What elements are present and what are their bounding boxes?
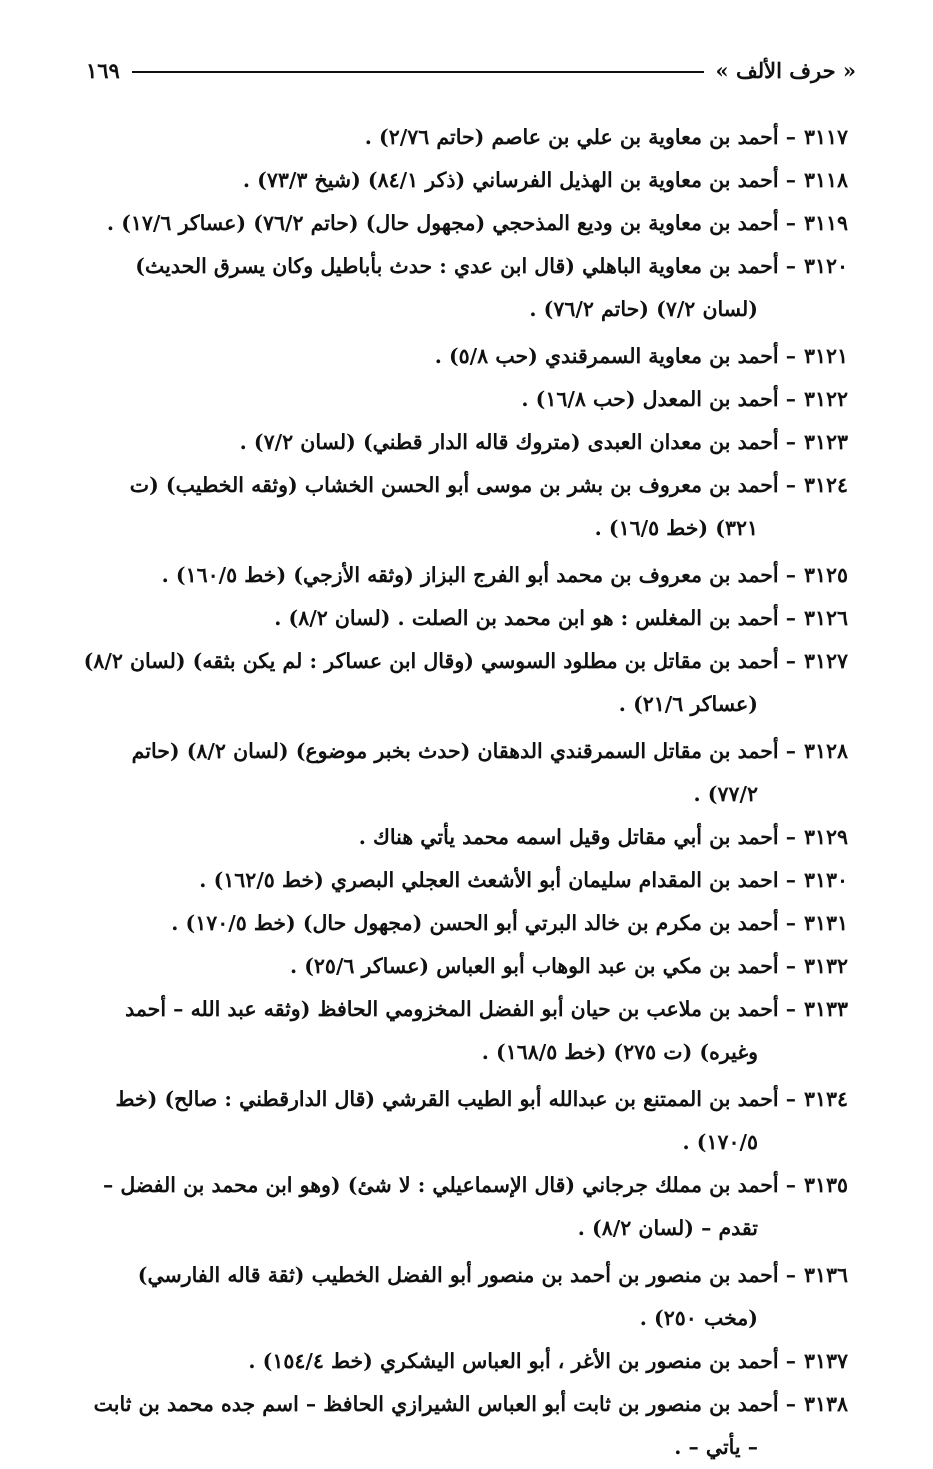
entry-number: ٣١٢٧ <box>803 649 848 673</box>
entry-text: أحمد بن الممتنع بن عبدالله أبو الطيب القرشي (قال الدارقطني : صالح) (خط ١٧٠/٥) . <box>115 1087 779 1154</box>
entry: ٣١٢١– أحمد بن معاوية السمرقندي (حب ٥/٨) . <box>434 344 848 368</box>
entry-text: أحمد بن معاوية الباهلي (قال ابن عدي : حدث بأباطيل وكان يسرق الحديث) (لسان ٧/٢) (حاتم ٧٦/٢) . <box>135 254 779 321</box>
entry-text: احمد بن المقدام سليمان أبو الأشعث العجلي البصري (خط ١٦٢/٥) . <box>199 868 779 892</box>
entry-text: أحمد بن المعدل (حب ١٦/٨) . <box>521 387 779 411</box>
entry: ٣١٢٨– أحمد بن مقاتل السمرقندي الدهقان (حدث بخبر موضوع) (لسان ٨/٢) (حاتم ٧٧/٢) . <box>131 739 848 806</box>
entry-number: ٣١٢١ <box>803 344 848 368</box>
entry: ٣١١٨– أحمد بن معاوية بن الهذيل الفرساني (ذكر ٨٤/١) (شيخ ٧٣/٣) . <box>242 168 848 192</box>
entry: ٣١٢٦– أحمد بن المغلس : هو ابن محمد بن الصلت . (لسان ٨/٢) . <box>274 606 848 630</box>
header-rule <box>132 71 704 73</box>
entry-number: ٣١٢٨ <box>803 739 848 763</box>
entry-number: ٣١١٩ <box>803 211 848 235</box>
running-header <box>86 50 856 90</box>
entry-list <box>82 116 848 1469</box>
entry: ٣١٣٠– احمد بن المقدام سليمان أبو الأشعث العجلي البصري (خط ١٦٢/٥) . <box>199 868 848 892</box>
entry-number: ٣١٢٣ <box>803 430 848 454</box>
entry: ٣١٢٠– أحمد بن معاوية الباهلي (قال ابن عدي : حدث بأباطيل وكان يسرق الحديث) (لسان ٧/٢) (حاتم ٧٦/٢) . <box>135 254 848 321</box>
entry-number: ٣١١٧ <box>803 125 848 149</box>
entry-number: ٣١٢٥ <box>803 563 848 587</box>
entry-text: أحمد بن منصور بن أحمد بن منصور أبو الفضل الخطيب (ثقة قاله الفارسي) (مخب ٢٥٠) . <box>137 1263 779 1330</box>
entry-number: ٣١٣٣ <box>803 997 848 1021</box>
entry-text: أحمد بن مكرم بن خالد البرتي أبو الحسن (مجهول حال) (خط ١٧٠/٥) . <box>171 911 779 935</box>
entry-number: ٣١٢٠ <box>803 254 848 278</box>
entry: ٣١٣٧– أحمد بن منصور بن الأغر ، أبو العباس اليشكري (خط ١٥٤/٤) . <box>248 1349 848 1373</box>
entry: ٣١٣٣– أحمد بن ملاعب بن حيان أبو الفضل المخزومي الحافظ (وثقه عبد الله – أحمد وغيره) (ت ٢٧٥) (خط ١٦٨/٥) . <box>125 997 848 1064</box>
entry-text: أحمد بن المغلس : هو ابن محمد بن الصلت . (لسان ٨/٢) . <box>274 606 779 630</box>
entry: ٣١٢٤– أحمد بن معروف بن بشر بن موسى أبو الحسن الخشاب (وثقه الخطيب) (ت ٣٢١) (خط ١٦/٥) . <box>129 473 848 540</box>
entry: ٣١٣٤– أحمد بن الممتنع بن عبدالله أبو الطيب القرشي (قال الدارقطني : صالح) (خط ١٧٠/٥) . <box>115 1087 848 1154</box>
entry: ٣١٢٢– أحمد بن المعدل (حب ١٦/٨) . <box>521 387 848 411</box>
entry-number: ٣١٢٦ <box>803 606 848 630</box>
entry-text: أحمد بن أبي مقاتل وقيل اسمه محمد يأتي هناك . <box>358 825 779 849</box>
entry: ٣١٢٧– أحمد بن مقاتل بن مطلود السوسي (وقال ابن عساكر : لم يكن بثقه) (لسان ٨/٢) (عساكر ٢١/٦) . <box>83 649 848 716</box>
entry-number: ٣١٢٩ <box>803 825 848 849</box>
entry-text: أحمد بن معاوية بن علي بن عاصم (حاتم ٢/٧٦) . <box>364 125 779 149</box>
entry: ٣١٣٨– أحمد بن منصور بن ثابت أبو العباس الشيرازي الحافظ – اسم جده محمد بن ثابت – يأتي – . <box>93 1392 848 1459</box>
entry: ٣١٣٦– أحمد بن منصور بن أحمد بن منصور أبو الفضل الخطيب (ثقة قاله الفارسي) (مخب ٢٥٠) . <box>137 1263 848 1330</box>
entry: ٣١٣١– أحمد بن مكرم بن خالد البرتي أبو الحسن (مجهول حال) (خط ١٧٠/٥) . <box>171 911 848 935</box>
entry-text: أحمد بن منصور بن الأغر ، أبو العباس اليشكري (خط ١٥٤/٤) . <box>248 1349 779 1373</box>
entry-number: ٣١٣٠ <box>803 868 848 892</box>
entry-number: ٣١٣٢ <box>803 954 848 978</box>
page-number: ١٦٩ <box>86 57 120 83</box>
entry-number: ٣١٣٦ <box>803 1263 848 1287</box>
entry: ٣١١٩– أحمد بن معاوية بن وديع المذحجي (مجهول حال) (حاتم ٧٦/٢) (عساكر ١٧/٦) . <box>106 211 848 235</box>
entry-text: أحمد بن منصور بن ثابت أبو العباس الشيرازي الحافظ – اسم جده محمد بن ثابت – يأتي – . <box>93 1392 779 1459</box>
entry-text: أحمد بن مقاتل بن مطلود السوسي (وقال ابن عساكر : لم يكن بثقه) (لسان ٨/٢) (عساكر ٢١/٦) . <box>83 649 779 716</box>
entry-number: ٣١٣٧ <box>803 1349 848 1373</box>
entry-number: ٣١٣٨ <box>803 1392 848 1416</box>
entry-text: أحمد بن معاوية بن وديع المذحجي (مجهول حال) (حاتم ٧٦/٢) (عساكر ١٧/٦) . <box>106 211 779 235</box>
entry-text: أحمد بن مكي بن عبد الوهاب أبو العباس (عساكر ٢٥/٦) . <box>289 954 779 978</box>
entry: ٣١٢٣– أحمد بن معدان العبدى (متروك قاله الدار قطني) (لسان ٧/٢) . <box>239 430 848 454</box>
entry-text: أحمد بن ملاعب بن حيان أبو الفضل المخزومي الحافظ (وثقه عبد الله – أحمد وغيره) (ت ٢٧٥) (خط ١٦٨/٥) . <box>125 997 779 1064</box>
entry-text: أحمد بن معدان العبدى (متروك قاله الدار قطني) (لسان ٧/٢) . <box>239 430 779 454</box>
entry-text: أحمد بن معاوية السمرقندي (حب ٥/٨) . <box>434 344 779 368</box>
entry-number: ٣١٣٤ <box>803 1087 848 1111</box>
entry-number: ٣١٣١ <box>803 911 848 935</box>
entry-number: ٣١٢٢ <box>803 387 848 411</box>
entry-number: ٣١٢٤ <box>803 473 848 497</box>
entry: ٣١٣٢– أحمد بن مكي بن عبد الوهاب أبو العباس (عساكر ٢٥/٦) . <box>289 954 848 978</box>
entry-number: ٣١٣٥ <box>803 1173 848 1197</box>
entry-text: أحمد بن معاوية بن الهذيل الفرساني (ذكر ٨٤/١) (شيخ ٧٣/٣) . <box>242 168 779 192</box>
entry: ٣١١٧– أحمد بن معاوية بن علي بن عاصم (حاتم ٢/٧٦) . <box>364 125 848 149</box>
chapter-title: « حرف الألف » <box>715 57 856 83</box>
entry-number: ٣١١٨ <box>803 168 848 192</box>
entry: ٣١٣٥– أحمد بن مملك جرجاني (قال الإسماعيلي : لا شئ) (وهو ابن محمد بن الفضل – تقدم – (لسان ٨/٢) . <box>102 1173 848 1240</box>
entry: ٣١٢٥– أحمد بن معروف بن محمد أبو الفرج البزاز (وثقه الأزجي) (خط ١٦٠/٥) . <box>161 563 848 587</box>
entry-text: أحمد بن مملك جرجاني (قال الإسماعيلي : لا شئ) (وهو ابن محمد بن الفضل – تقدم – (لسان ٨/٢) . <box>102 1173 779 1240</box>
entry-text: أحمد بن معروف بن بشر بن موسى أبو الحسن الخشاب (وثقه الخطيب) (ت ٣٢١) (خط ١٦/٥) . <box>129 473 779 540</box>
entry: ٣١٢٩– أحمد بن أبي مقاتل وقيل اسمه محمد يأتي هناك . <box>358 825 848 849</box>
entry-text: أحمد بن معروف بن محمد أبو الفرج البزاز (وثقه الأزجي) (خط ١٦٠/٥) . <box>161 563 779 587</box>
entry-text: أحمد بن مقاتل السمرقندي الدهقان (حدث بخبر موضوع) (لسان ٨/٢) (حاتم ٧٧/٢) . <box>131 739 779 806</box>
